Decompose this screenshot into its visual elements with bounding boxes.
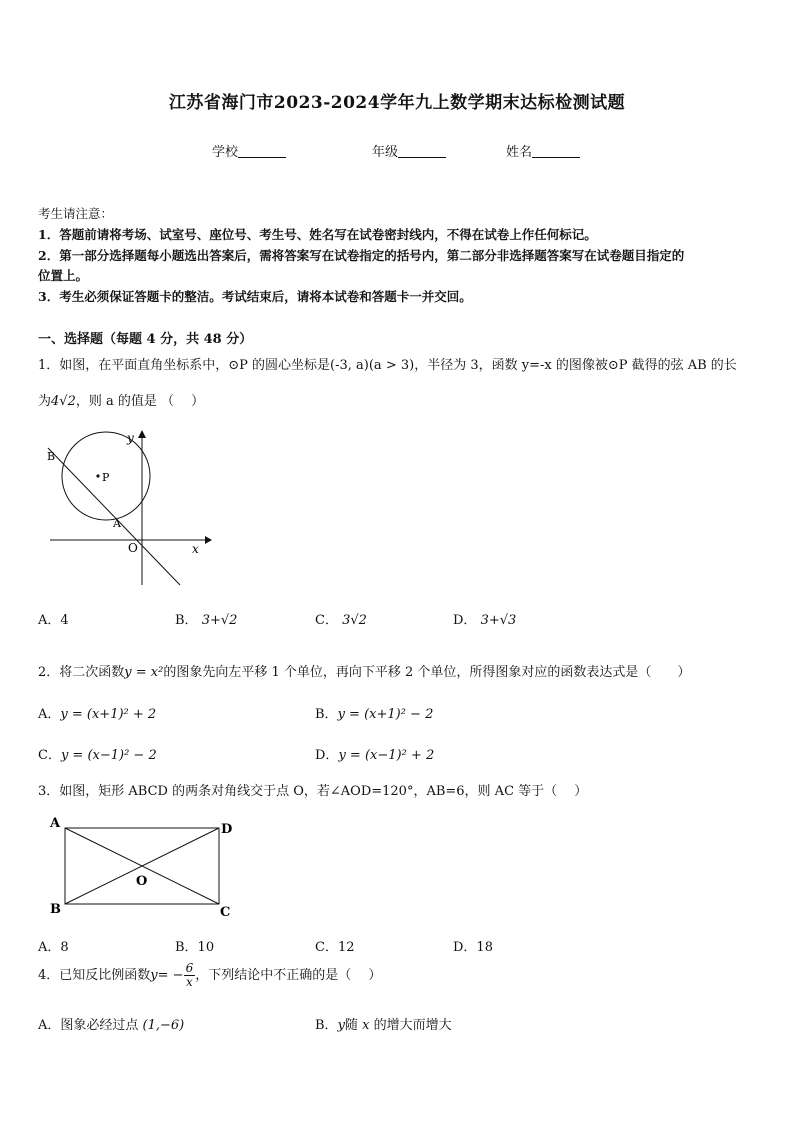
q1-label-y: y bbox=[127, 431, 134, 445]
q3-label-o: O bbox=[136, 874, 148, 889]
name-blank bbox=[532, 145, 580, 158]
section-heading: 一、选择题（每题 4 分，共 48 分） bbox=[38, 332, 253, 347]
q1-option-c bbox=[315, 609, 367, 628]
q2-option-b-value: y = (x+1)² − 2 bbox=[337, 707, 434, 722]
q1-figure bbox=[30, 420, 220, 595]
q1-line2 bbox=[38, 390, 204, 409]
q1-label-p: P bbox=[102, 471, 110, 484]
grade-blank bbox=[398, 145, 446, 158]
grade-field bbox=[372, 141, 446, 160]
q4-stem bbox=[38, 962, 381, 989]
q1-y-arrow bbox=[138, 430, 146, 438]
q2-option-c-value: y = (x−1)² − 2 bbox=[60, 748, 157, 763]
q2-option-d-value: y = (x−1)² + 2 bbox=[338, 748, 435, 763]
q3-label-d: D bbox=[221, 822, 233, 837]
q3-label-a: A bbox=[50, 816, 61, 831]
note-1: 1．答题前请将考场、试室号、座位号、考生号、姓名写在试卷密封线内，不得在试卷上作任何标记。 bbox=[38, 227, 597, 242]
q1-line2-pre: 为 bbox=[38, 394, 52, 409]
q1-option-a: A．4 bbox=[38, 613, 69, 628]
q1-option-c-value: 3√2 bbox=[342, 613, 367, 628]
school-blank bbox=[238, 145, 286, 158]
q3-label-b: B bbox=[50, 902, 61, 917]
q1-line1: 1．如图，在平面直角坐标系中，⊙P 的圆心坐标是(-3, a)(a > 3)，半径为 3，函数 y=-x 的图像被⊙P 截得的弦 AB 的长 bbox=[38, 358, 737, 373]
q4-fraction bbox=[184, 962, 196, 989]
q2-stem bbox=[38, 661, 690, 680]
q4-eq: = − bbox=[157, 968, 184, 983]
q1-option-d bbox=[453, 609, 516, 628]
q4-denominator: x bbox=[185, 975, 193, 989]
q1-option-d-label: D． bbox=[453, 613, 477, 628]
q4-y: y bbox=[150, 968, 158, 983]
q1-line2-post: ，则 a 的值是 （ ） bbox=[75, 394, 205, 409]
q1-option-d-value: 3+√3 bbox=[480, 613, 517, 628]
q2-pre: 2．将二次函数 bbox=[38, 665, 125, 680]
q4-option-a-label: A．图象必经过点 bbox=[38, 1018, 139, 1033]
school-label: 学校 bbox=[212, 145, 239, 160]
q1-label-o: O bbox=[128, 541, 138, 555]
page-title: 江苏省海门市2023-2024学年九上数学期末达标检测试题 bbox=[168, 93, 626, 113]
q1-x-arrow bbox=[205, 536, 212, 544]
q3-option-d: D．18 bbox=[453, 940, 493, 955]
name-field bbox=[506, 141, 580, 160]
q4-option-b-mid: 随 bbox=[344, 1018, 358, 1033]
q1-option-b-value: 3+√2 bbox=[201, 613, 238, 628]
note-3: 3．考生必须保证答题卡的整洁。考试结束后，请将本试卷和答题卡一并交回。 bbox=[38, 289, 472, 304]
q1-label-b: B bbox=[47, 450, 56, 463]
q1-option-b bbox=[175, 609, 237, 628]
q1-chord-length: 4√2 bbox=[51, 394, 76, 409]
grade-label: 年级 bbox=[372, 145, 399, 160]
note-2: 2．第一部分选择题每小题选出答案后，需将答案写在试卷指定的括号内，第二部分非选择题答案写在试卷题目指定的 bbox=[38, 248, 685, 263]
notes-heading: 考生请注意： bbox=[38, 206, 114, 221]
name-label: 姓名 bbox=[506, 145, 533, 160]
q4-option-b-label: B． bbox=[315, 1018, 338, 1033]
q2-option-a-label: A． bbox=[38, 707, 61, 722]
q2-option-b bbox=[315, 703, 433, 722]
q3-option-b: B．10 bbox=[175, 940, 215, 955]
note-2-cont: 位置上。 bbox=[38, 268, 89, 283]
q4-option-b-x: x bbox=[362, 1018, 370, 1033]
q4-option-b bbox=[315, 1014, 452, 1033]
school-field bbox=[212, 141, 286, 160]
q3-label-c: C bbox=[220, 905, 231, 920]
q1-label-a: A bbox=[113, 517, 121, 530]
q1-label-x: x bbox=[192, 542, 199, 556]
q2-option-d-label: D． bbox=[315, 748, 339, 763]
q4-post: ，下列结论中不正确的是（ ） bbox=[195, 968, 382, 983]
q1-center-dot bbox=[96, 474, 99, 477]
q2-option-a bbox=[38, 703, 156, 722]
q4-option-b-y: y bbox=[337, 1018, 345, 1033]
q4-option-b-post: 的增大而增大 bbox=[373, 1018, 452, 1033]
q2-function: y = x² bbox=[124, 665, 164, 680]
q2-option-c-label: C． bbox=[38, 748, 61, 763]
q3-option-c: C．12 bbox=[315, 940, 355, 955]
q1-option-b-label: B． bbox=[175, 613, 198, 628]
q2-option-b-label: B． bbox=[315, 707, 338, 722]
q3-option-a: A．8 bbox=[38, 940, 69, 955]
q2-option-d bbox=[315, 744, 434, 763]
q2-option-c bbox=[38, 744, 157, 763]
q4-option-a bbox=[38, 1014, 184, 1033]
q4-numerator: 6 bbox=[185, 961, 194, 975]
q1-option-c-label: C． bbox=[315, 613, 338, 628]
q2-post: 的图象先向左平移 1 个单位，再向下平移 2 个单位，所得图象对应的函数表达式是（ ） bbox=[163, 665, 691, 680]
q4-option-a-value: (1,−6) bbox=[142, 1018, 185, 1033]
q2-option-a-value: y = (x+1)² + 2 bbox=[60, 707, 157, 722]
q3-figure bbox=[40, 812, 250, 922]
q3-stem: 3．如图，矩形 ABCD 的两条对角线交于点 O，若∠AOD=120°，AB=6，则 AC 等于（ ） bbox=[38, 784, 588, 799]
q4-pre: 4．已知反比例函数 bbox=[38, 968, 151, 983]
